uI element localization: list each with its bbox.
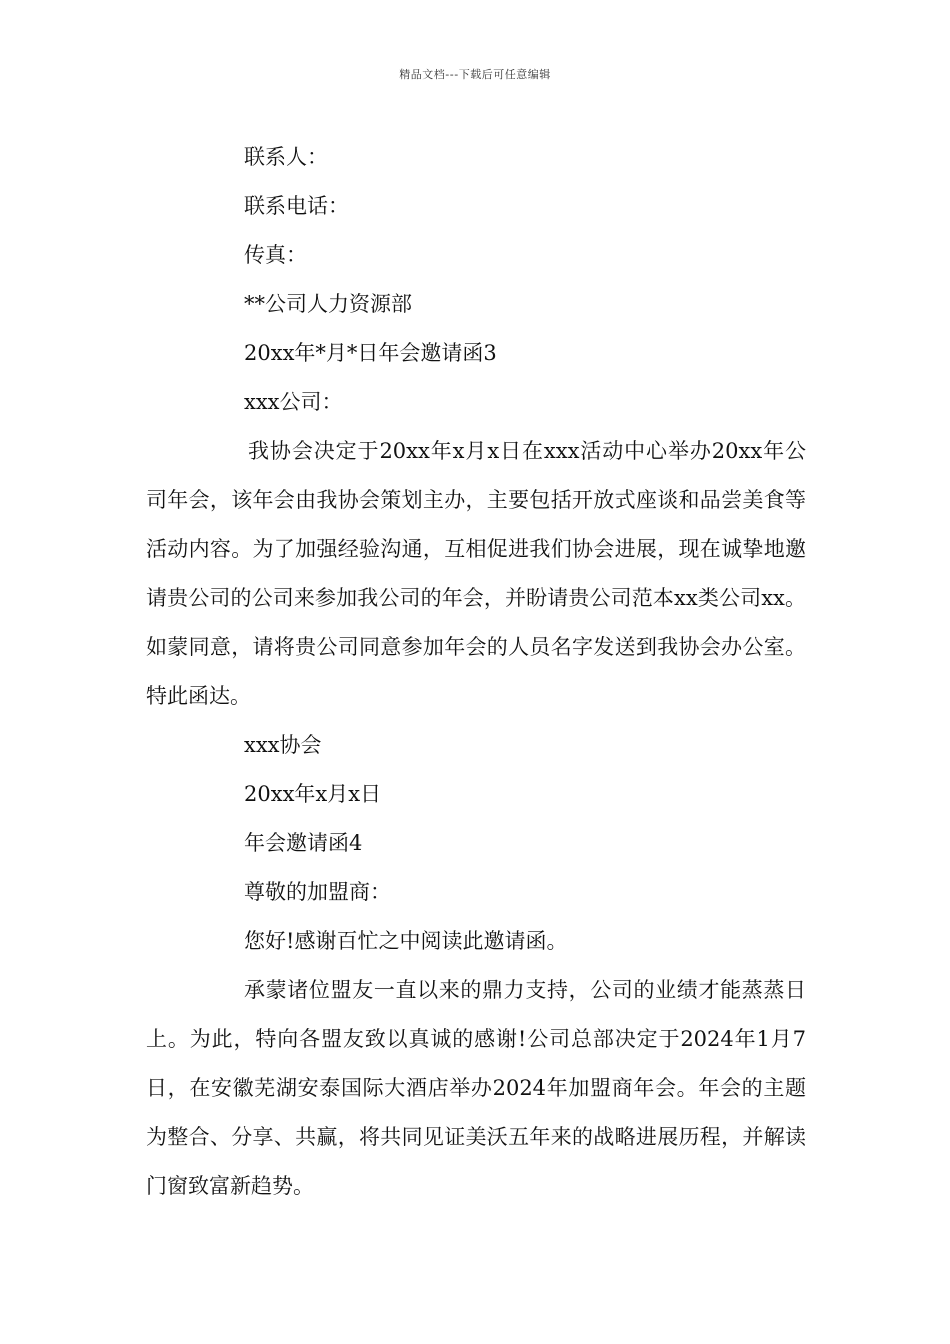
contact-phone-line: 联系电话： xyxy=(244,194,349,218)
fax-line: 传真： xyxy=(244,243,307,267)
signoff-org: xxx协会 xyxy=(244,733,322,757)
signoff-date: 20xx年x月x日 xyxy=(244,782,382,806)
document-body xyxy=(146,133,806,1211)
page-header: 精品文档---下载后可任意编辑 xyxy=(399,68,551,81)
letter-4-body: 承蒙诸位盟友一直以来的鼎力支持，公司的业绩才能蒸蒸日上。为此，特向各盟友致以真诚的感谢!公司总部决定于2024年1月7日，在安徽芜湖安泰国际大酒店举办2024年加盟商年会。年会的主题为整合、分享、共赢，将共同见证美沃五年来的战略进展历程，并解读门窗致富新趋势。 xyxy=(146,978,806,1198)
contact-person-line: 联系人： xyxy=(244,145,328,169)
letter-3-body: 我协会决定于20xx年x月x日在xxx活动中心举办20xx年公司年会，该年会由我协会策划主办，主要包括开放式座谈和品尝美食等活动内容。为了加强经验沟通，互相促进我们协会进展，现在诚挚地邀请贵公司的公司来参加我公司的年会，并盼请贵公司范本xx类公司xx。如蒙同意，请将贵公司同意参加年会的人员名字发送到我协会办公室。特此函达。 xyxy=(146,439,806,708)
letter-3-salutation: xxx公司： xyxy=(244,390,343,414)
letter-4-salutation: 尊敬的加盟商： xyxy=(244,880,391,904)
department-line: **公司人力资源部 xyxy=(244,292,412,316)
letter-4-title: 年会邀请函4 xyxy=(244,831,363,855)
letter-4-greeting: 您好!感谢百忙之中阅读此邀请函。 xyxy=(244,929,568,953)
letter-3-title: 20xx年*月*日年会邀请函3 xyxy=(244,341,497,365)
